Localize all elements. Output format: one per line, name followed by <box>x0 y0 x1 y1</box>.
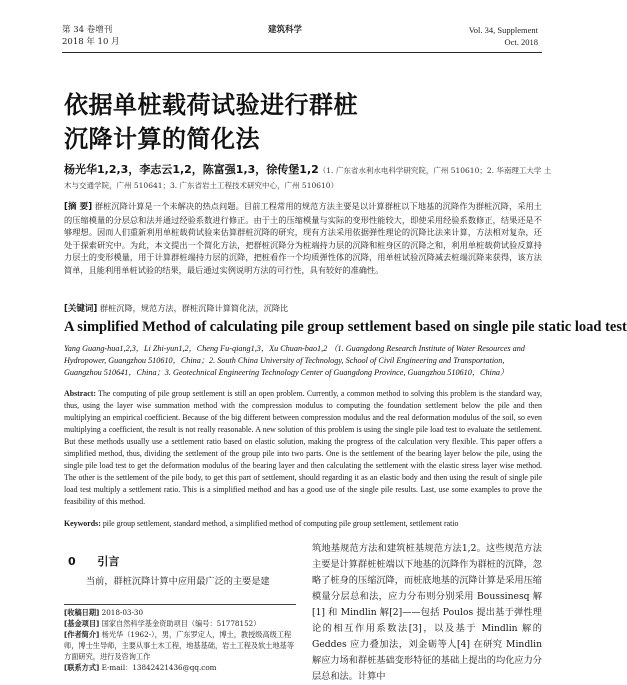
authors-cn-block <box>64 162 552 193</box>
abstract-en-label: Abstract: <box>64 389 96 398</box>
keywords-cn-label: [关键词] <box>64 304 98 314</box>
abstract-cn <box>64 200 542 277</box>
abstract-en-text: The computing of pile group settlement is still an open problem. Currently, a common method to solving this problem is the standard way, thus, using the layer wise summation method with the compression modulus to computing the foundation settlement below the pile and then multiplying an empirical coefficient. Because of the big different between compression modulus and the real deformation modulus of the soil, so even multiplying a coefficient, the result is not really reasonable. A new solution of this problem is using the single pile load test to evaluate the settlement. But these methods usually use a settlement ratio based on elastic solution, making the progress of the calculation very flexible. This paper offers a simplified method, thus, dividing the settlement of the group pile into two parts. One is the settlement of the bearing layer below the pile, using the single pile load test to get the deformation modulus of the bearing layer and then calculating the settlement with the elastic stress layer wise method. The other is the settlement of the pile body, to get this part of settlement, should regarding it as an elastic body and then using the result of single pile load test multiply a settlement ratio. This is a simplified method and has a good use of the single pile results. Last, use some examples to prove the feasibility of this method. <box>64 389 542 506</box>
running-header-right <box>469 24 538 48</box>
abstract-en <box>64 388 542 508</box>
intro-left-text: 当前，群桩沉降计算中应用最广泛的主要是建 <box>86 576 270 587</box>
title-en: A simplified Method of calculating pile group settlement based on single pile static load test <box>64 319 627 335</box>
volume-cn: 第 34 卷增刊 <box>62 25 113 35</box>
footnote-item <box>64 618 296 629</box>
footnote-rule <box>64 604 296 605</box>
authors-en-block <box>64 343 542 378</box>
footnote-text: 2018-03-30 <box>101 608 144 617</box>
abstract-cn-text: 群桩沉降计算是一个未解决的热点问题。目前工程常用的规范方法主要是以计算群桩以下地基的沉降作为群桩沉降，采用土的压缩模量的分层总和法并通过经验系数进行修正。由于土的压缩模量与实际的变形性能较大，即使采用经验系数修正，结果还是不够理想。因而人们重新利用单桩载荷试验来估算群桩沉降的研究，现有方法采用依据弹性理论的沉降比法来计算，方法相对复杂，还处于探索研究中。为此，本文提出一个简化方法，把群桩沉降分为桩端持力层的沉降和桩身区的沉降之和，利用单桩载荷试验反算持力层土的变形模量，用于计算群桩端持力层的沉降，把桩看作一个均质弹性体的沉降，用单桩试验沉降减去桩端沉降来获得，该方法简单，且能利用单桩试验的结果，最后通过实例说明方法的可行性，具有较好的准确性。 <box>64 201 542 275</box>
footnote-item <box>64 629 296 662</box>
title-cn-line2: 沉降计算的简化法 <box>64 125 260 153</box>
keywords-en <box>64 518 542 530</box>
footnote-item <box>64 607 296 618</box>
section-number: 0 <box>68 555 76 568</box>
date-cn: 2018 年 10 月 <box>62 37 120 47</box>
date-en: Oct. 2018 <box>504 37 538 47</box>
footnote-text: 杨光华（1962-），男，广东罗定人，博士，教授级高级工程师，博士生导师，主要从事土木工程，地基基础，岩土工程及软土地基等方面研究，进行及咨询工作 <box>64 630 295 661</box>
footnote-item <box>64 662 296 673</box>
footnote-label: [作者简介] <box>64 630 100 639</box>
affiliations-en: （1. Guangdong Research Institute of Water Resources and Hydropower, Guangzhou 510610，China；2. South China University of Technology, School of Civil Engineering and Transportation, Guangzhou 510641，China；3. Geotechnical Engineering Technology Center of Guangdong Province, Guangzhou 510610，China） <box>64 344 525 377</box>
keywords-cn <box>64 302 542 316</box>
affiliations-cn-line1: （1. 广东省水利水电科学研究院，广州 510610；2. 华南理工大学 土 <box>318 166 552 175</box>
title-cn-line1: 依据单桩载荷试验进行群桩 <box>64 91 358 119</box>
keywords-en-text: pile group settlement, standard method, a simplified method of computing pile group settlement, settlement ratio <box>102 519 459 528</box>
footnote-text: E-mail：13842421436@qq.com <box>101 663 217 672</box>
footnotes <box>64 607 296 672</box>
authors-en: Yang Guang-hua1,2,3，Li Zhi-yun1,2，Cheng Fu-qiang1,3，Xu Chuan-bao1,2 <box>64 344 328 353</box>
abstract-cn-label: [摘 要] <box>64 202 93 212</box>
footnote-label: [基金项目] <box>64 619 100 628</box>
title-cn <box>64 88 358 156</box>
authors-cn: 杨光华1,2,3，李志云1,2，陈富强1,3，徐传堡1,2 <box>64 163 319 176</box>
intro-right-text: 筑地基规范方法和建筑桩基规范方法1,2。这些规范方法主要是计算群桩桩端以下地基的沉降作为群桩的沉降，忽略了桩身的压缩沉降，而桩底地基的沉降计算是采用压缩模量分层总和法，应力分布则分别采用 Boussinesq 解[1] 和 Mindlin 解[2]——包括 Poulos 提出基于弹性理论的相互作用系数法[3]，以及基于 Mindlin 解的 Geddes 应力叠加法，刘金砺等人[4] 在研究 Mindlin 解应力场和群桩基础变形特征的基础上提出的均化应力分层总和法。计算中 <box>312 543 542 682</box>
running-header-left <box>62 24 120 48</box>
section-heading <box>68 553 119 569</box>
header-rule <box>62 52 542 53</box>
keywords-cn-text: 群桩沉降，规范方法，群桩沉降计算简化法，沉降比 <box>99 303 289 313</box>
footnote-label: [联系方式] <box>64 663 100 672</box>
volume-en: Vol. 34, Supplement <box>468 25 538 35</box>
footnote-label: [收稿日期] <box>64 608 100 617</box>
affiliations-cn-line2: 木与交通学院，广州 510641；3. 广东省岩土工程技术研究中心，广州 510610） <box>64 181 339 190</box>
footnote-text: 国家自然科学基金资助项目（编号：51778152） <box>101 619 261 628</box>
journal-name: 建筑科学 <box>268 25 303 35</box>
section-title: 引言 <box>97 555 120 568</box>
keywords-en-label: Keywords: <box>64 519 101 528</box>
